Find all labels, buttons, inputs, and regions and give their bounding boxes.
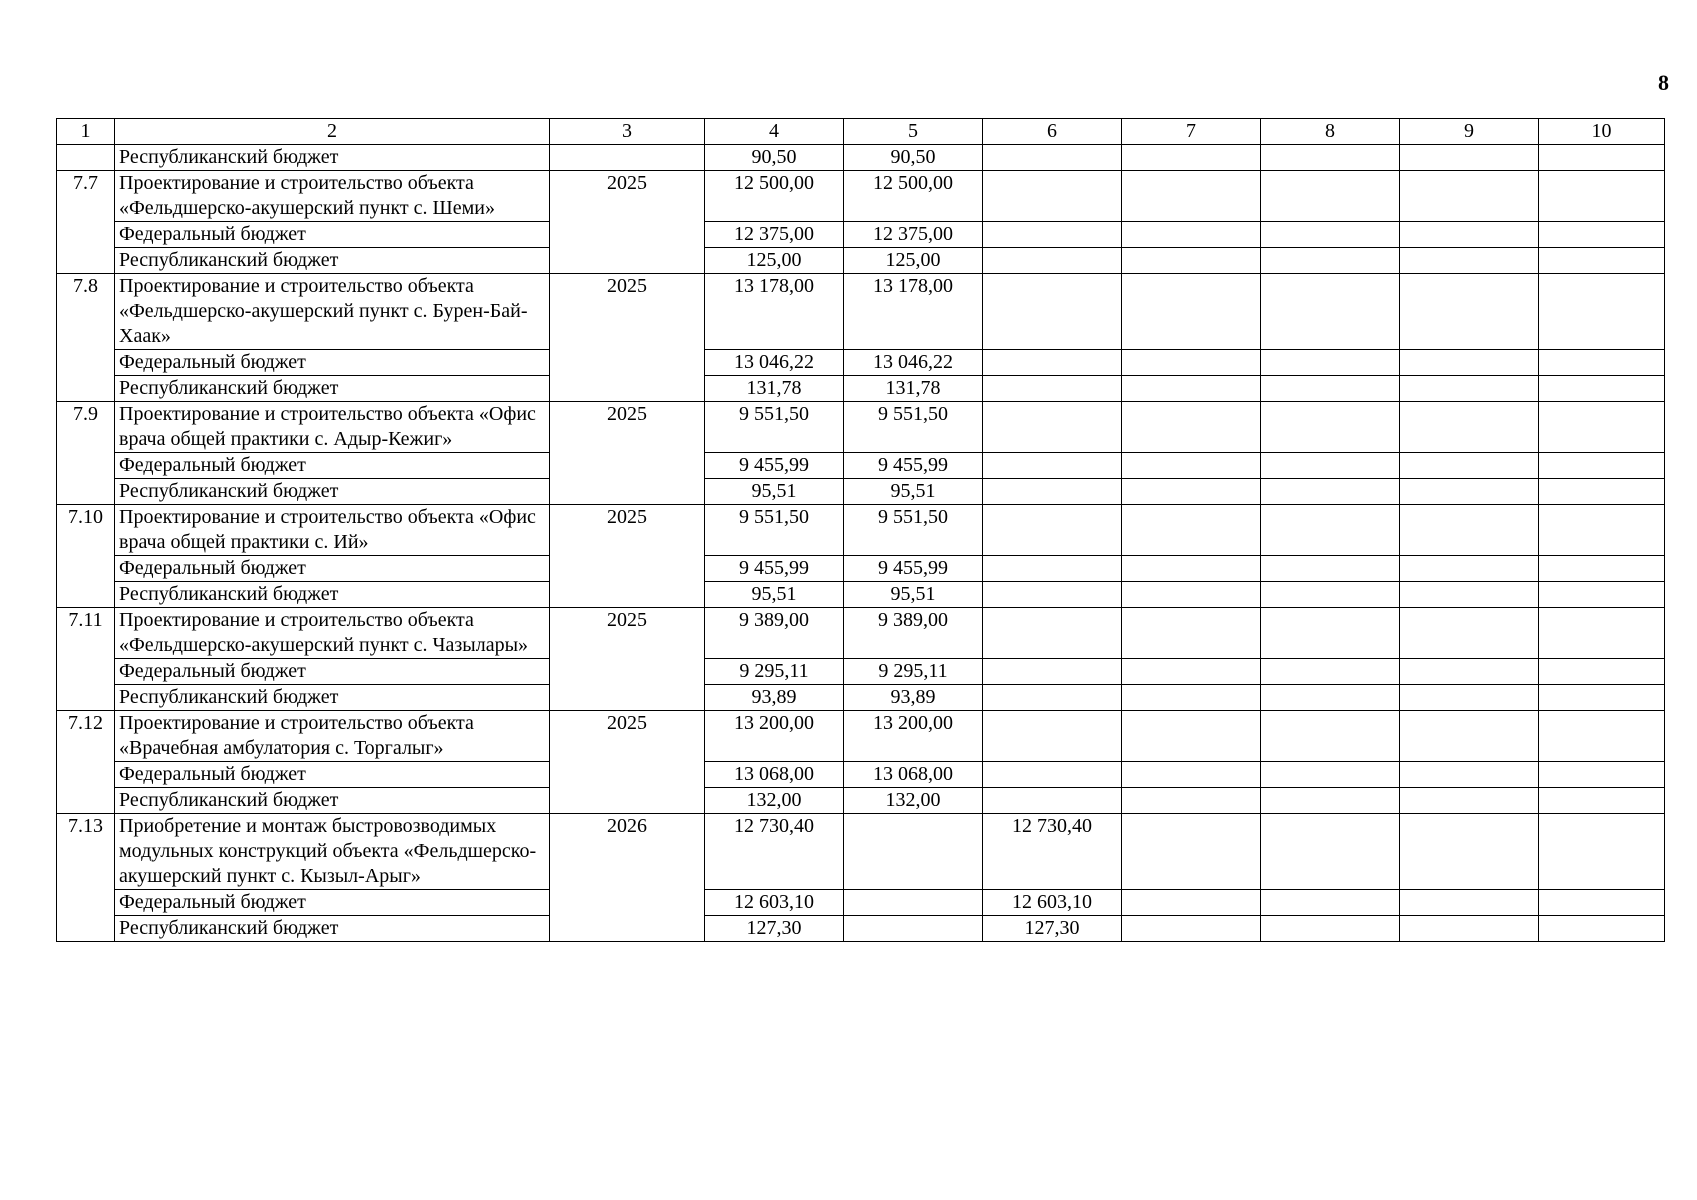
empty-cell <box>1400 608 1539 659</box>
item-title: Проектирование и строительство объекта «Фельдшерско-акушерский пункт с. Шеми» <box>115 171 550 222</box>
item-number: 7.9 <box>57 402 115 505</box>
empty-cell <box>1400 350 1539 376</box>
empty-cell <box>1261 145 1400 171</box>
value-cell <box>983 762 1122 788</box>
empty-cell <box>1539 556 1665 582</box>
empty-cell <box>1261 350 1400 376</box>
empty-cell <box>1122 788 1261 814</box>
budget-source-row <box>57 376 1665 402</box>
value-cell <box>983 376 1122 402</box>
value-cell <box>983 556 1122 582</box>
value-cell: 12 603,10 <box>705 890 844 916</box>
value-cell: 12 375,00 <box>844 222 983 248</box>
value-cell: 12 375,00 <box>705 222 844 248</box>
column-header: 4 <box>705 119 844 145</box>
value-cell: 127,30 <box>983 916 1122 942</box>
value-cell: 9 455,99 <box>705 556 844 582</box>
empty-cell <box>1261 171 1400 222</box>
value-cell: 13 178,00 <box>844 274 983 350</box>
value-cell: 9 389,00 <box>844 608 983 659</box>
empty-cell <box>1261 916 1400 942</box>
value-cell <box>844 890 983 916</box>
budget-source-label: Федеральный бюджет <box>115 453 550 479</box>
value-cell: 13 046,22 <box>705 350 844 376</box>
empty-cell <box>1539 659 1665 685</box>
value-cell <box>844 814 983 890</box>
empty-cell <box>1261 274 1400 350</box>
item-row <box>57 402 1665 453</box>
empty-cell <box>1122 274 1261 350</box>
item-number: 7.10 <box>57 505 115 608</box>
empty-cell <box>1400 248 1539 274</box>
empty-cell <box>1539 171 1665 222</box>
empty-cell <box>1261 582 1400 608</box>
value-cell: 13 046,22 <box>844 350 983 376</box>
empty-cell <box>1261 248 1400 274</box>
budget-source-label: Федеральный бюджет <box>115 762 550 788</box>
empty-cell <box>1122 659 1261 685</box>
empty-cell <box>983 145 1122 171</box>
item-year: 2025 <box>550 171 705 274</box>
budget-source-row <box>57 582 1665 608</box>
value-cell: 132,00 <box>705 788 844 814</box>
empty-cell <box>1122 505 1261 556</box>
item-row <box>57 608 1665 659</box>
carry-over-row <box>57 145 1665 171</box>
budget-table <box>56 118 1665 942</box>
value-cell: 13 068,00 <box>705 762 844 788</box>
empty-cell <box>1261 505 1400 556</box>
empty-cell <box>1400 505 1539 556</box>
value-cell: 93,89 <box>844 685 983 711</box>
empty-cell <box>1539 222 1665 248</box>
value-cell: 125,00 <box>844 248 983 274</box>
empty-cell <box>1261 222 1400 248</box>
empty-cell <box>1539 453 1665 479</box>
empty-cell <box>1122 711 1261 762</box>
value-cell: 9 295,11 <box>844 659 983 685</box>
empty-cell <box>1400 171 1539 222</box>
budget-source-row <box>57 762 1665 788</box>
empty-cell <box>1400 916 1539 942</box>
empty-cell <box>1261 402 1400 453</box>
empty-cell <box>1400 711 1539 762</box>
column-header: 10 <box>1539 119 1665 145</box>
empty-cell <box>1122 350 1261 376</box>
value-cell: 9 389,00 <box>705 608 844 659</box>
value-cell: 131,78 <box>705 376 844 402</box>
empty-cell <box>1539 788 1665 814</box>
budget-source-label: Федеральный бюджет <box>115 222 550 248</box>
item-year: 2026 <box>550 814 705 942</box>
budget-source-row <box>57 685 1665 711</box>
value-cell: 13 178,00 <box>705 274 844 350</box>
empty-cell <box>1539 685 1665 711</box>
item-year: 2025 <box>550 274 705 402</box>
value-cell <box>983 788 1122 814</box>
budget-source-label: Федеральный бюджет <box>115 890 550 916</box>
empty-cell <box>1261 814 1400 890</box>
column-header: 6 <box>983 119 1122 145</box>
value-cell <box>983 402 1122 453</box>
empty-cell <box>1400 788 1539 814</box>
value-cell: 90,50 <box>844 145 983 171</box>
budget-source-row <box>57 453 1665 479</box>
value-cell <box>983 171 1122 222</box>
empty-cell <box>1122 376 1261 402</box>
value-cell: 12 500,00 <box>705 171 844 222</box>
empty-cell <box>1539 402 1665 453</box>
value-cell: 12 603,10 <box>983 890 1122 916</box>
item-title: Проектирование и строительство объекта «Офис врача общей практики с. Ий» <box>115 505 550 556</box>
value-cell <box>983 659 1122 685</box>
value-cell: 95,51 <box>844 479 983 505</box>
budget-source-label: Республиканский бюджет <box>115 916 550 942</box>
value-cell: 13 068,00 <box>844 762 983 788</box>
value-cell <box>983 274 1122 350</box>
value-cell: 12 730,40 <box>983 814 1122 890</box>
empty-cell <box>1400 659 1539 685</box>
value-cell: 93,89 <box>705 685 844 711</box>
item-title: Проектирование и строительство объекта «Врачебная амбулатория с. Торгалыг» <box>115 711 550 762</box>
empty-cell <box>1539 608 1665 659</box>
item-title: Приобретение и монтаж быстровозводимых модульных конструкций объекта «Фельдшерско-акушерский пункт с. Кызыл-Арыг» <box>115 814 550 890</box>
item-row <box>57 274 1665 350</box>
budget-source-label: Республиканский бюджет <box>115 248 550 274</box>
empty-cell <box>1539 145 1665 171</box>
item-number: 7.7 <box>57 171 115 274</box>
value-cell: 131,78 <box>844 376 983 402</box>
value-cell: 9 455,99 <box>844 556 983 582</box>
item-year: 2025 <box>550 505 705 608</box>
item-row <box>57 711 1665 762</box>
budget-source-label: Республиканский бюджет <box>115 479 550 505</box>
empty-cell <box>1539 814 1665 890</box>
empty-cell <box>1539 248 1665 274</box>
item-number: 7.11 <box>57 608 115 711</box>
table-body <box>57 145 1665 942</box>
empty-cell <box>1261 685 1400 711</box>
empty-cell <box>1400 556 1539 582</box>
value-cell <box>983 222 1122 248</box>
item-year: 2025 <box>550 711 705 814</box>
item-number: 7.12 <box>57 711 115 814</box>
empty-cell <box>1122 582 1261 608</box>
value-cell: 125,00 <box>705 248 844 274</box>
value-cell: 9 455,99 <box>844 453 983 479</box>
value-cell: 9 551,50 <box>844 505 983 556</box>
item-year: 2025 <box>550 402 705 505</box>
value-cell: 9 551,50 <box>705 402 844 453</box>
budget-source-label: Республиканский бюджет <box>115 145 550 171</box>
value-cell <box>983 248 1122 274</box>
value-cell: 127,30 <box>705 916 844 942</box>
empty-cell <box>1122 402 1261 453</box>
budget-source-label: Федеральный бюджет <box>115 350 550 376</box>
empty-cell <box>1122 814 1261 890</box>
empty-cell <box>1261 762 1400 788</box>
item-number: 7.8 <box>57 274 115 402</box>
column-header: 5 <box>844 119 983 145</box>
empty-cell <box>1400 814 1539 890</box>
page-number: 8 <box>1658 70 1669 95</box>
item-row <box>57 814 1665 890</box>
value-cell: 12 730,40 <box>705 814 844 890</box>
budget-source-row <box>57 248 1665 274</box>
empty-cell <box>1539 479 1665 505</box>
budget-source-row <box>57 916 1665 942</box>
value-cell: 9 551,50 <box>844 402 983 453</box>
empty-cell <box>1539 350 1665 376</box>
empty-cell <box>1122 890 1261 916</box>
value-cell <box>983 711 1122 762</box>
empty-cell <box>1400 376 1539 402</box>
column-header: 9 <box>1400 119 1539 145</box>
column-header: 1 <box>57 119 115 145</box>
item-row <box>57 505 1665 556</box>
value-cell <box>983 505 1122 556</box>
empty-cell <box>1539 274 1665 350</box>
empty-cell <box>1539 376 1665 402</box>
empty-cell <box>1539 916 1665 942</box>
value-cell <box>983 350 1122 376</box>
empty-cell <box>1122 479 1261 505</box>
budget-source-row <box>57 556 1665 582</box>
empty-cell <box>1539 582 1665 608</box>
empty-cell <box>1122 171 1261 222</box>
empty-cell <box>1261 556 1400 582</box>
budget-source-row <box>57 479 1665 505</box>
column-number-row <box>57 119 1665 145</box>
empty-cell <box>1539 762 1665 788</box>
empty-cell <box>1400 402 1539 453</box>
budget-source-row <box>57 788 1665 814</box>
empty-cell <box>1539 890 1665 916</box>
empty-cell <box>1122 453 1261 479</box>
empty-cell <box>1122 222 1261 248</box>
empty-cell <box>1122 145 1261 171</box>
budget-source-label: Республиканский бюджет <box>115 376 550 402</box>
item-title: Проектирование и строительство объекта «Офис врача общей практики с. Адыр-Кежиг» <box>115 402 550 453</box>
column-header: 3 <box>550 119 705 145</box>
empty-cell <box>1122 248 1261 274</box>
empty-cell <box>1261 479 1400 505</box>
empty-cell <box>57 145 115 171</box>
column-header: 7 <box>1122 119 1261 145</box>
empty-cell <box>1539 711 1665 762</box>
value-cell <box>844 916 983 942</box>
empty-cell <box>1122 762 1261 788</box>
item-year: 2025 <box>550 608 705 711</box>
empty-cell <box>1261 711 1400 762</box>
empty-cell <box>1261 376 1400 402</box>
empty-cell <box>1122 608 1261 659</box>
budget-source-row <box>57 890 1665 916</box>
item-number: 7.13 <box>57 814 115 942</box>
value-cell: 12 500,00 <box>844 171 983 222</box>
empty-cell <box>1400 145 1539 171</box>
empty-cell <box>1261 608 1400 659</box>
value-cell: 95,51 <box>705 582 844 608</box>
budget-source-row <box>57 350 1665 376</box>
value-cell: 95,51 <box>844 582 983 608</box>
value-cell: 13 200,00 <box>844 711 983 762</box>
budget-source-label: Республиканский бюджет <box>115 582 550 608</box>
value-cell: 95,51 <box>705 479 844 505</box>
column-header: 2 <box>115 119 550 145</box>
empty-cell <box>1400 222 1539 248</box>
empty-cell <box>550 145 705 171</box>
empty-cell <box>1122 916 1261 942</box>
value-cell: 13 200,00 <box>705 711 844 762</box>
empty-cell <box>1261 453 1400 479</box>
item-row <box>57 171 1665 222</box>
empty-cell <box>1400 479 1539 505</box>
empty-cell <box>1122 685 1261 711</box>
value-cell: 132,00 <box>844 788 983 814</box>
empty-cell <box>1261 890 1400 916</box>
column-header: 8 <box>1261 119 1400 145</box>
budget-source-row <box>57 222 1665 248</box>
value-cell <box>983 685 1122 711</box>
empty-cell <box>1122 556 1261 582</box>
budget-source-label: Федеральный бюджет <box>115 659 550 685</box>
value-cell: 9 295,11 <box>705 659 844 685</box>
value-cell <box>983 479 1122 505</box>
empty-cell <box>1400 582 1539 608</box>
empty-cell <box>1400 274 1539 350</box>
value-cell: 9 551,50 <box>705 505 844 556</box>
empty-cell <box>1400 685 1539 711</box>
item-title: Проектирование и строительство объекта «Фельдшерско-акушерский пункт с. Бурен-Бай-Хаак» <box>115 274 550 350</box>
budget-source-label: Федеральный бюджет <box>115 556 550 582</box>
empty-cell <box>1261 659 1400 685</box>
budget-source-label: Республиканский бюджет <box>115 685 550 711</box>
empty-cell <box>1400 453 1539 479</box>
value-cell: 90,50 <box>705 145 844 171</box>
value-cell <box>983 453 1122 479</box>
budget-source-label: Республиканский бюджет <box>115 788 550 814</box>
empty-cell <box>1400 890 1539 916</box>
value-cell: 9 455,99 <box>705 453 844 479</box>
value-cell <box>983 582 1122 608</box>
item-title: Проектирование и строительство объекта «Фельдшерско-акушерский пункт с. Чазылары» <box>115 608 550 659</box>
empty-cell <box>1400 762 1539 788</box>
empty-cell <box>1261 788 1400 814</box>
value-cell <box>983 608 1122 659</box>
empty-cell <box>1539 505 1665 556</box>
budget-source-row <box>57 659 1665 685</box>
